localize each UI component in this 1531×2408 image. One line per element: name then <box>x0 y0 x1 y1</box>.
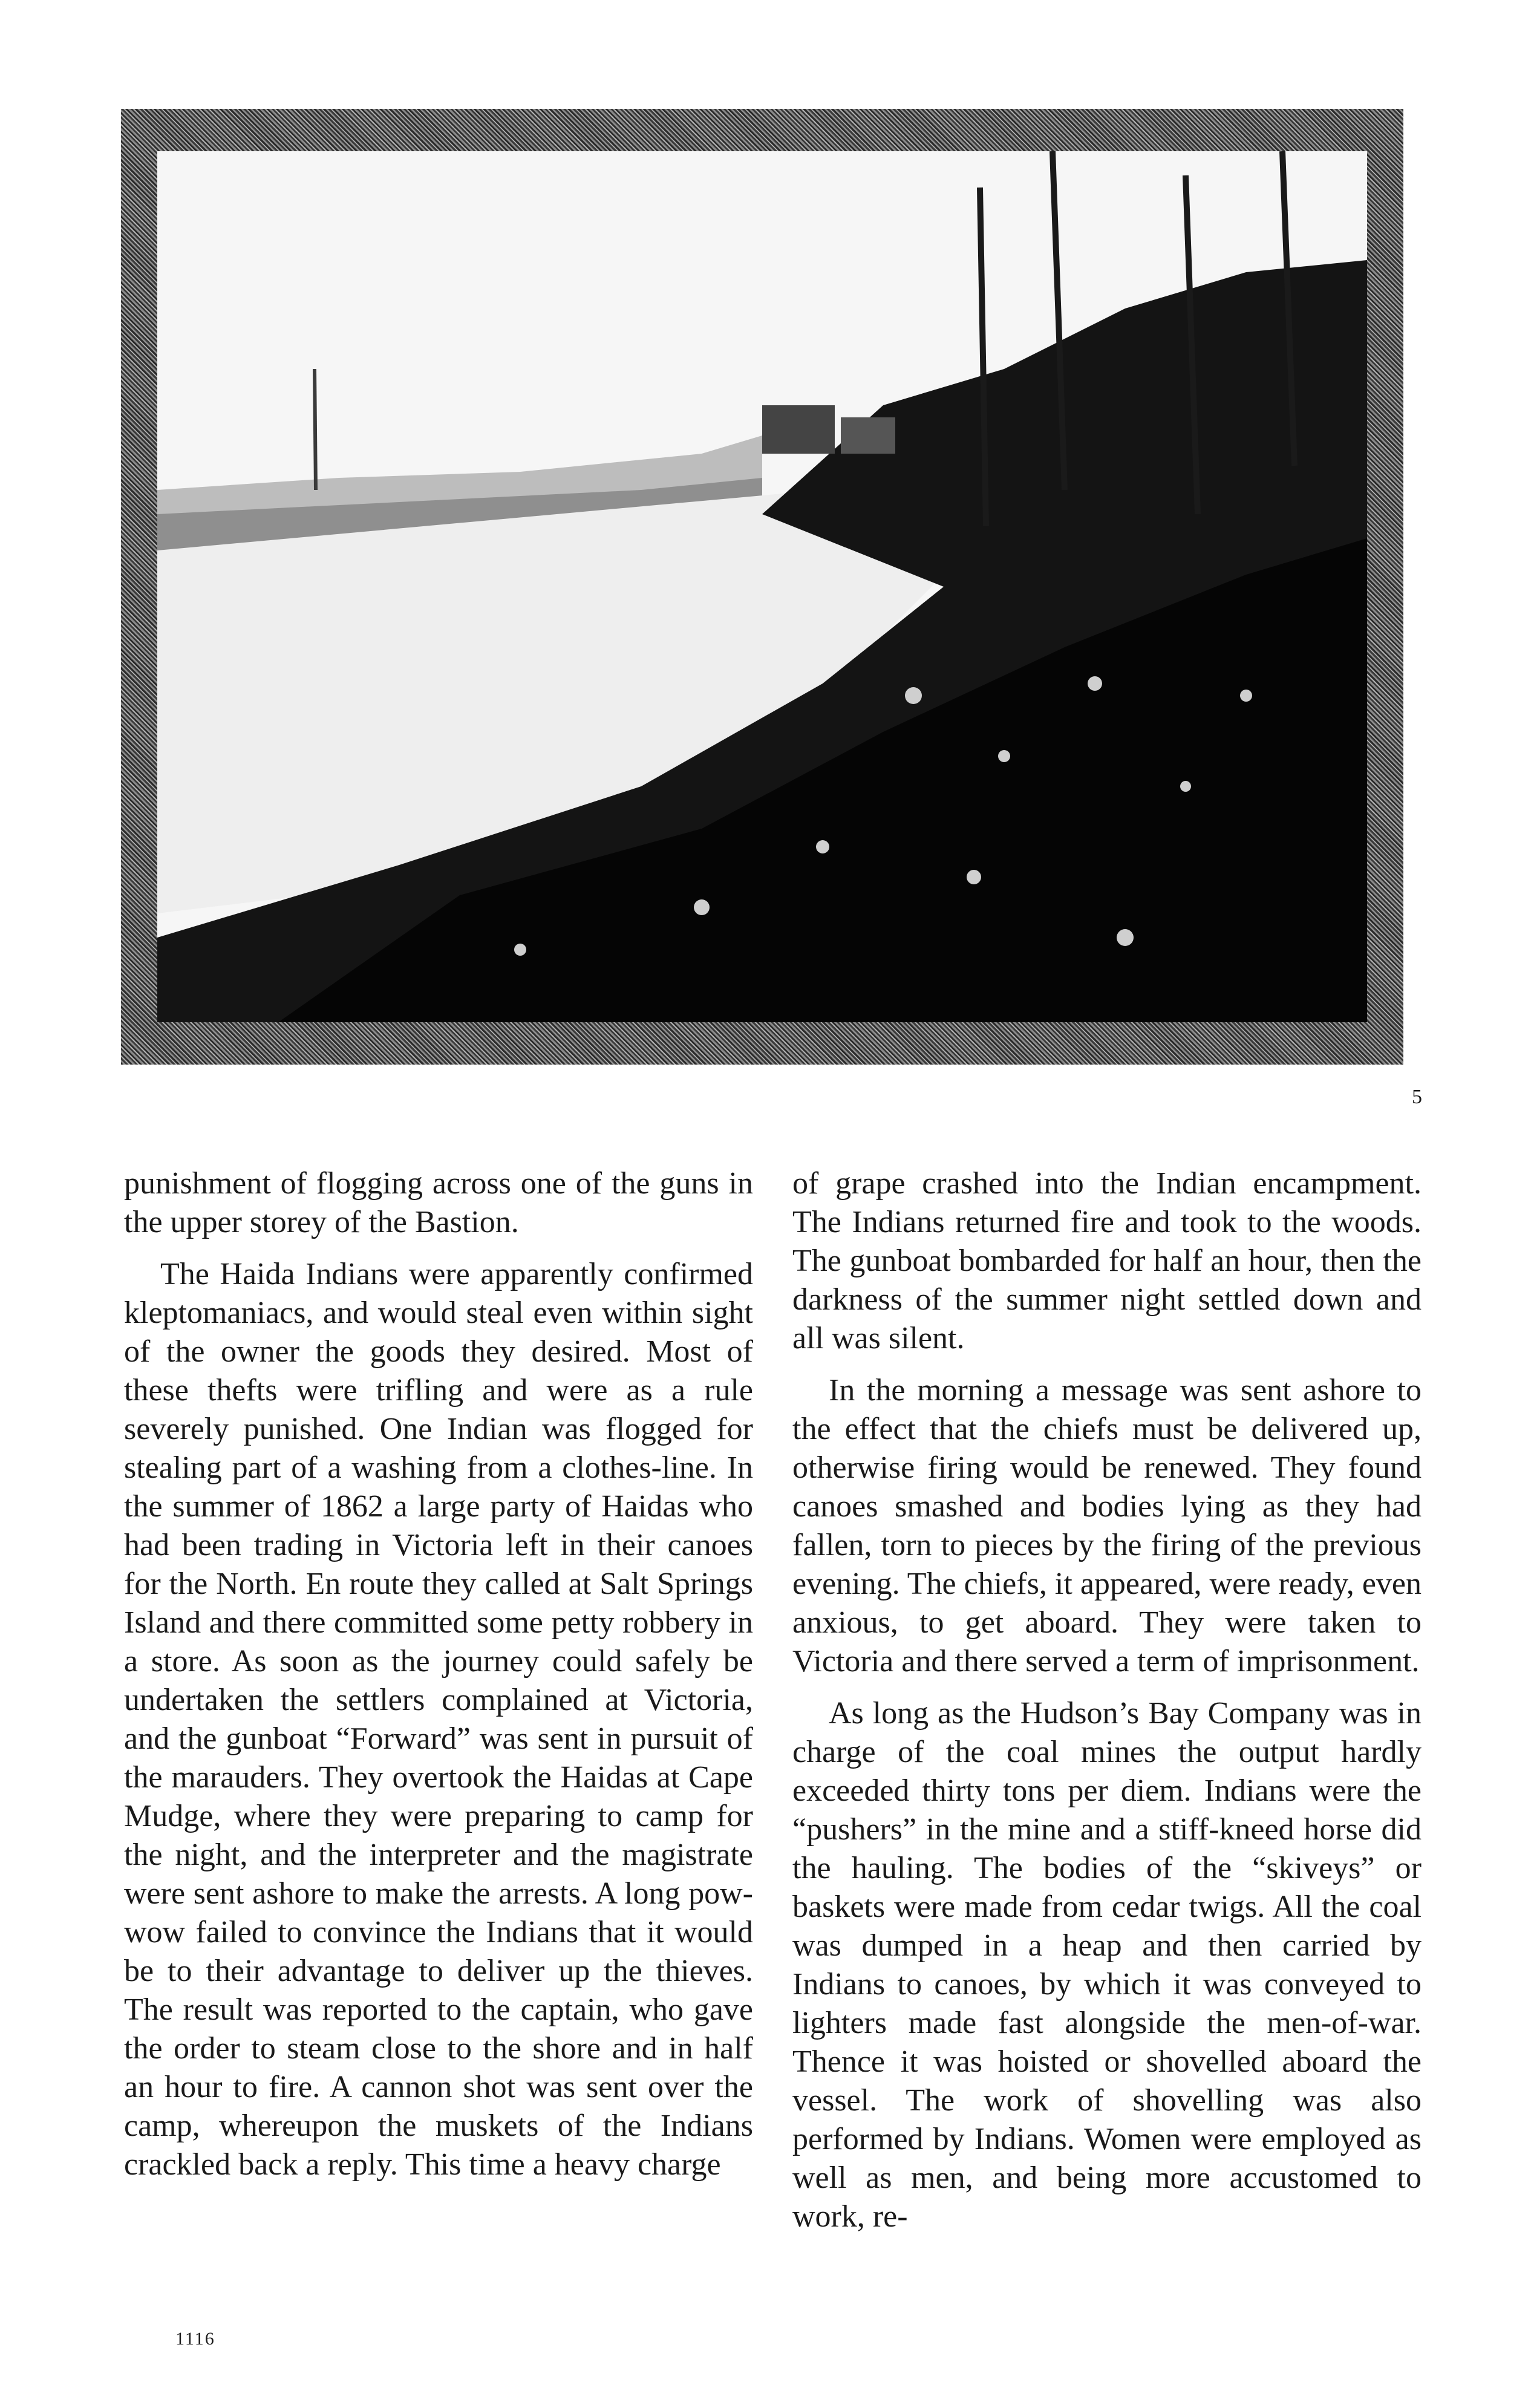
landscape-photo-icon <box>157 151 1367 1022</box>
paragraph: In the morning a message was sent ashore to the effect that the chiefs must be delivered up, otherwise firing would be renewed. They found canoes smashed and bodies lying as they had fallen, torn to pieces by the firing of the previous evening. The chiefs, it appeared, were ready, even anxious, to get aboard. They were taken to Victoria and there served a term of imprisonment. <box>792 1373 1422 1679</box>
left-text-column <box>124 1164 753 2184</box>
photo-frame <box>121 109 1403 1065</box>
paragraph: As long as the Hudson’s Bay Company was in charge of the coal mines the output hardly exceeded thirty tons per diem. Indians were the “pushers” in the mine and a stiff-kneed horse did the hauling. The bodies of the “skiveys” or baskets were made from cedar twigs. All the coal was dumped in a heap and then carried by Indians to canoes, by which it was conveyed to lighters made fast alongside the men-of-war. Thence it was hoisted or shovelled aboard the vessel. The work of shovelling was also performed by Indians. Women were employed as well as men, and being more accustomed to work, re- <box>792 1696 1422 2234</box>
page-number: 5 <box>1412 1086 1422 1108</box>
right-text-column <box>792 1164 1422 2236</box>
paragraph: punishment of flogging across one of the guns in the upper storey of the Bastion. <box>124 1166 753 1239</box>
paragraph: of grape crashed into the Indian encampment. The Indians returned fire and took to the woods. The gunboat bombarded for half an hour, then the darkness of the summer night settled down and all was silent. <box>792 1166 1422 1356</box>
paragraph: The Haida Indians were apparently confirmed kleptomaniacs, and would steal even within sight of the owner the goods they desired. Most of these thefts were trifling and were as a rule severely punished. One Indian was flogged for stealing part of a washing from a clothes-line. In the summer of 1862 a large party of Haidas who had been trading in Victoria left in their canoes for the North. En route they called at Salt Springs Island and there committed some petty robbery in a store. As soon as the journey could safely be undertaken the settlers complained at Victoria, and the gunboat “Forward” was sent in pursuit of the marauders. They overtook the Haidas at Cape Mudge, where they were preparing to camp for the night, and the interpreter and the magistrate were sent ashore to make the arrests. A long pow-wow failed to convince the Indians that it would be to their advantage to deliver up the thieves. The result was reported to the captain, who gave the order to steam close to the shore and in half an hour to fire. A cannon shot was sent over the camp, whereupon the muskets of the Indians crackled back a reply. This time a heavy charge <box>124 1257 753 2182</box>
footer-signature-mark: 1116 <box>175 2329 215 2349</box>
historical-photograph <box>157 151 1367 1022</box>
